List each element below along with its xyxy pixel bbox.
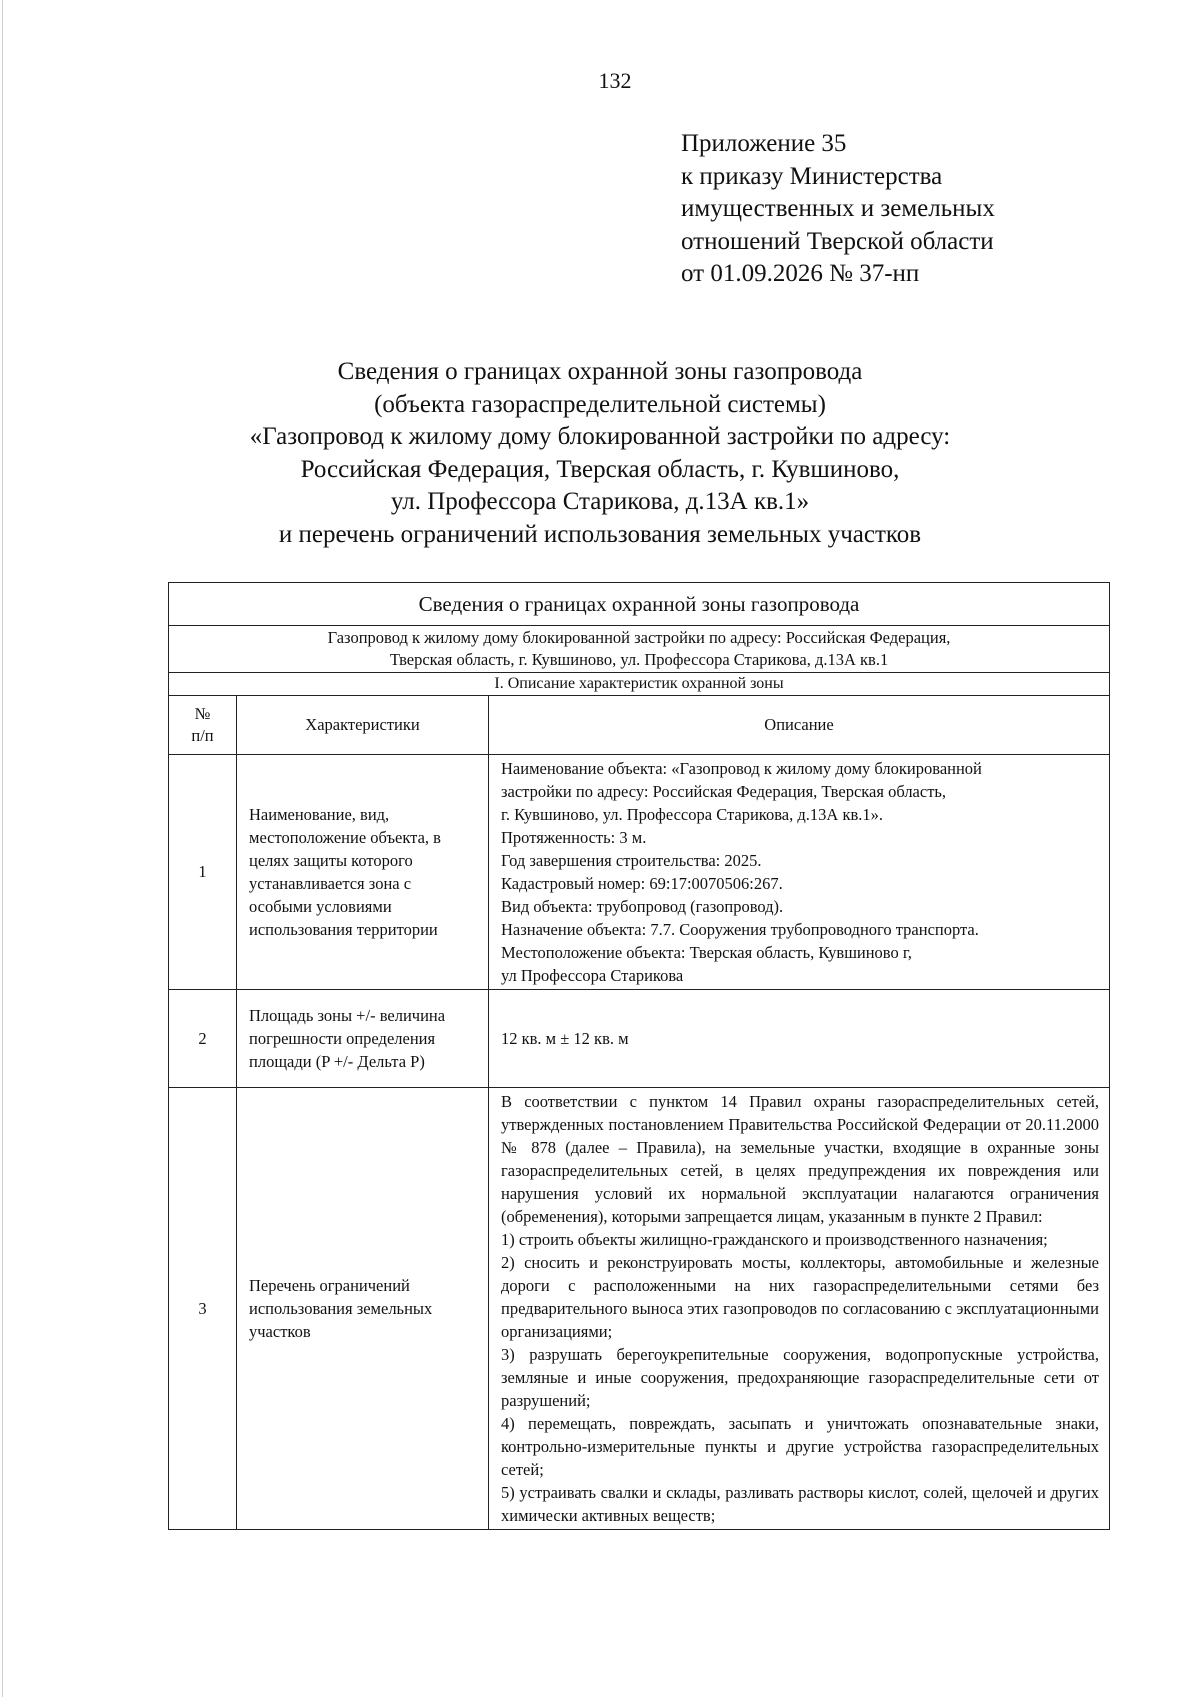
column-header-number: [169, 696, 237, 755]
appendix-line: от 01.09.2026 № 37-нп: [681, 260, 920, 287]
row-characteristic: Площадь зоны +/- величина погрешности определения площади (P +/- Дельта P): [237, 990, 489, 1088]
title-line: «Газопровод к жилому дому блокированной застройки по адресу:: [249, 423, 951, 450]
description-line: г. Кувшиново, ул. Профессора Старикова, д.13А кв.1».: [501, 805, 883, 824]
description-line: ул Профессора Старикова: [501, 966, 684, 985]
table-section-title: I. Описание характеристик охранной зоны: [169, 673, 1110, 696]
page-number: 132: [598, 68, 632, 93]
description-paragraph: 4) перемещать, повреждать, засыпать и уничтожать опознавательные знаки, контрольно-измерительные пункты и другие устройства газораспределительных сетей;: [501, 1414, 1100, 1479]
appendix-reference: [681, 128, 995, 291]
description-line: Кадастровый номер: 69:17:0070506:267.: [501, 874, 783, 893]
appendix-line: Приложение 35: [681, 130, 847, 157]
object-name-line: Тверская область, г. Кувшиново, ул. Профессора Старикова, д.13А кв.1: [389, 650, 889, 669]
page-edge-line: [2, 0, 3, 1697]
row-description: [489, 1088, 1110, 1530]
document-title: [150, 356, 1050, 551]
column-header-description: Описание: [489, 696, 1110, 755]
column-header-number-line: №: [194, 704, 211, 723]
row-number: 1: [169, 755, 237, 990]
description-line: застройки по адресу: Российская Федерация, Тверская область,: [501, 782, 947, 801]
appendix-line: к приказу Министерства: [681, 162, 943, 190]
description-paragraph: 2) сносить и реконструировать мосты, коллекторы, автомобильные и железные дороги с расположенными на них газораспределительными сетями без предварительного выноса этих газопроводов по согласованию с эксплуатационными организациями;: [501, 1253, 1100, 1341]
description-line: Вид объекта: трубопровод (газопровод).: [501, 897, 784, 916]
table-row: [169, 755, 1110, 990]
description-paragraph: В соответствии с пунктом 14 Правил охраны газораспределительных сетей, утвержденных постановлением Правительства Российской Федерации от 20.11.2000 № 878 (далее – Правила), на земельные участки, входящие в охранные зоны газораспределительных сетей, в целях предупреждения их повреждения или нарушения условий их нормальной эксплуатации налагаются ограничения (обременения), которыми запрещается лицам, указанным в пункте 2 Правил:: [501, 1092, 1100, 1226]
row-number: 2: [169, 990, 237, 1088]
description-line: Год завершения строительства: 2025.: [501, 851, 762, 870]
row-description: 12 кв. м ± 12 кв. м: [489, 990, 1110, 1088]
title-line: и перечень ограничений использования земельных участков: [278, 520, 922, 548]
title-line: Российская Федерация, Тверская область, г. Кувшиново,: [300, 455, 900, 483]
row-characteristic: Перечень ограничений использования земельных участков: [237, 1088, 489, 1530]
table-row: [169, 1088, 1110, 1530]
description-line: Наименование объекта: «Газопровод к жилому дому блокированной: [501, 759, 982, 778]
zone-info-table: [168, 582, 1110, 1530]
description-line: Местоположение объекта: Тверская область, Кувшиново г,: [501, 943, 912, 962]
appendix-line: отношений Тверской области: [681, 227, 994, 255]
row-description: [489, 755, 1110, 990]
row-number: 3: [169, 1088, 237, 1530]
object-name-line: Газопровод к жилому дому блокированной застройки по адресу: Российская Федерация,: [327, 628, 951, 647]
row-characteristic: Наименование, вид, местоположение объекта, в целях защиты которого устанавливается зона с особыми условиями использования территории: [237, 755, 489, 990]
appendix-line: имущественных и земельных: [681, 195, 995, 222]
column-header-characteristics: Характеристики: [237, 696, 489, 755]
title-line: (объекта газораспределительной системы): [374, 390, 826, 418]
table-row: [169, 990, 1110, 1088]
table-object-name: [169, 626, 1110, 673]
column-header-number-line: п/п: [191, 726, 214, 745]
description-paragraph: 3) разрушать берегоукрепительные сооружения, водопропускные устройства, земляные и иные сооружения, предохраняющие газораспределительные сети от разрушений;: [501, 1345, 1100, 1410]
title-line: ул. Профессора Старикова, д.13А кв.1»: [390, 488, 810, 515]
description-paragraph: 5) устраивать свалки и склады, разливать растворы кислот, солей, щелочей и других химически активных веществ;: [501, 1483, 1100, 1525]
description-paragraph: 1) строить объекты жилищно-гражданского и производственного назначения;: [501, 1230, 1048, 1249]
description-line: Назначение объекта: 7.7. Сооружения трубопроводного транспорта.: [501, 920, 979, 939]
table-heading: Сведения о границах охранной зоны газопровода: [169, 583, 1110, 626]
title-line: Сведения о границах охранной зоны газопровода: [337, 358, 863, 385]
description-line: Протяженность: 3 м.: [501, 828, 647, 847]
